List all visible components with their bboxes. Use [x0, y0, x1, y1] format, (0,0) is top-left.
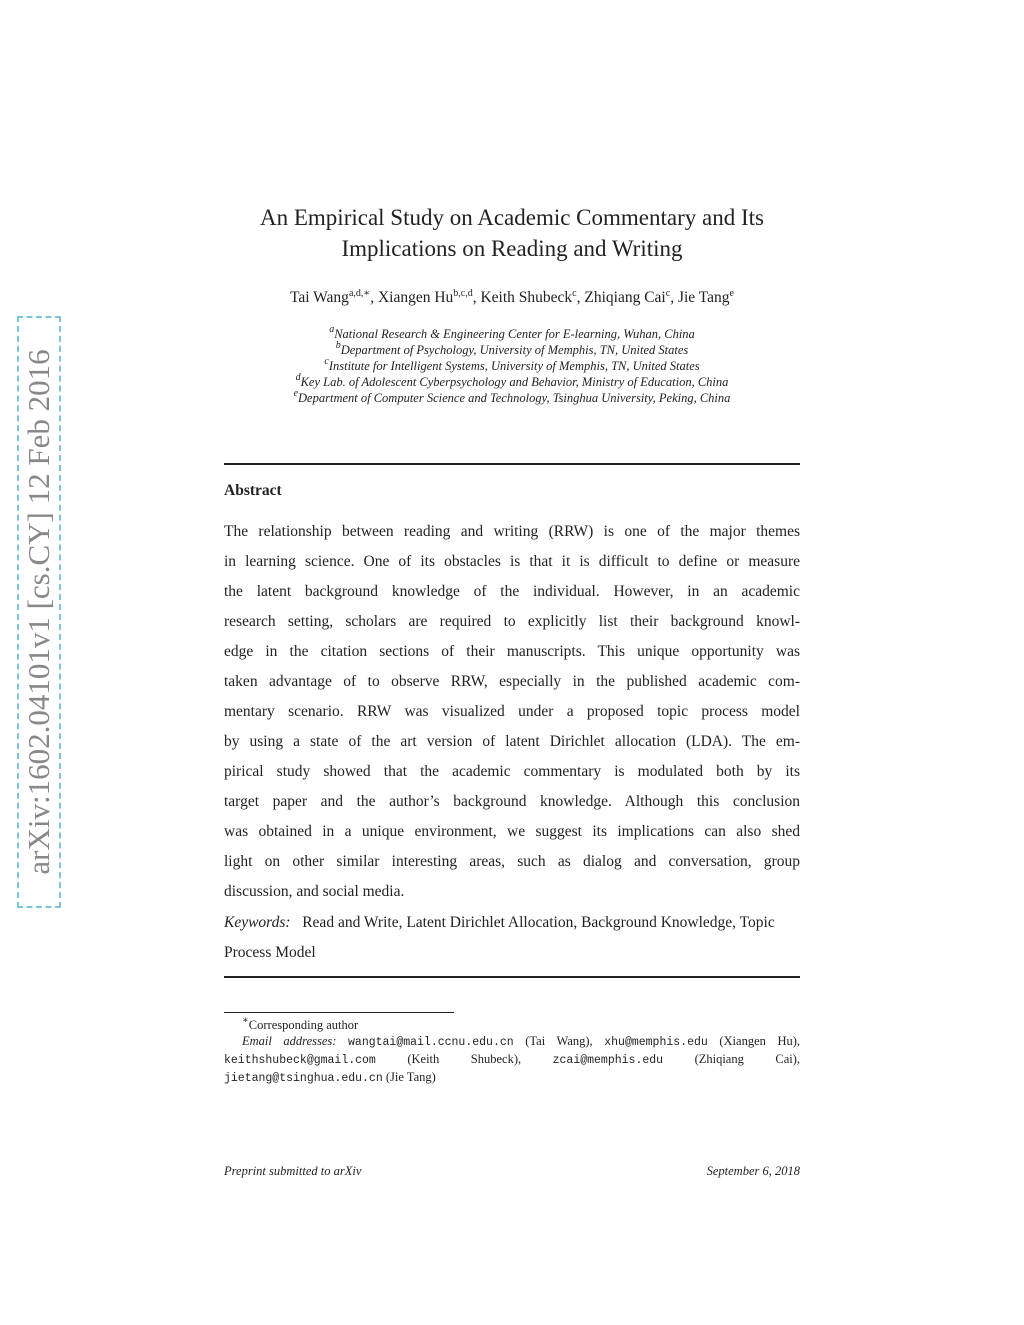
affiliation-mark: e: [293, 388, 299, 399]
affiliation-list: [0, 326, 1024, 406]
author-affiliation-marks: a,d,∗: [348, 288, 371, 299]
affiliation: [0, 390, 1024, 406]
abstract-line: target paper and the author’s background knowledge. Although this conclusion: [224, 793, 800, 810]
abstract-line: was obtained in a unique environment, we suggest its implications can also shed: [224, 823, 800, 840]
affiliation-text: Institute for Intelligent Systems, University of Memphis, TN, United States: [328, 359, 700, 373]
affiliation-mark: a: [329, 324, 335, 335]
affiliation-text: National Research & Engineering Center for E-learning, Wuhan, China: [334, 327, 695, 341]
email-address: zcai@memphis.edu: [552, 1054, 664, 1067]
paper-title: [0, 202, 1024, 264]
author-affiliation-marks: c: [665, 288, 671, 299]
keywords-text: Read and Write, Latent Dirichlet Allocation, Background Knowledge, Topic Process Model: [224, 914, 775, 961]
abstract-line: edge in the citation sections of their manuscripts. This unique opportunity was: [224, 643, 800, 660]
affiliation-text: Department of Psychology, University of Memphis, TN, United States: [340, 343, 689, 357]
email-owner: (Zhiqiang Cai),: [694, 1052, 801, 1066]
footer-date: September 6, 2018: [706, 1164, 800, 1178]
affiliation: [0, 326, 1024, 342]
abstract-line: pirical study showed that the academic commentary is modulated both by its: [224, 763, 800, 780]
author-separator: ,: [370, 289, 378, 306]
arxiv-identifier: arXiv:1602.04101v1 [cs.CY] 12 Feb 2016: [21, 349, 56, 875]
author-name: Tai Wang: [290, 289, 349, 306]
abstract-line: The relationship between reading and writing (RRW) is one of the major themes: [224, 523, 800, 540]
email-address: jietang@tsinghua.edu.cn: [224, 1072, 383, 1085]
abstract-line: research setting, scholars are required to explicitly list their background knowl-: [224, 613, 800, 630]
top-rule: [224, 463, 800, 465]
affiliation-text: Department of Computer Science and Technology, Tsinghua University, Peking, China: [298, 391, 731, 405]
affiliation: [0, 374, 1024, 390]
footnote: [224, 1017, 800, 1087]
abstract-line: mentary scenario. RRW was visualized under a proposed topic process model: [224, 703, 800, 720]
author-name: Zhiqiang Cai: [584, 289, 666, 306]
email-owner: (Tai Wang),: [525, 1034, 605, 1048]
corresponding-author-label: Corresponding author: [248, 1018, 359, 1032]
affiliation-text: Key Lab. of Adolescent Cyberpsychology and Behavior, Ministry of Education, China: [300, 375, 729, 389]
abstract-line: by using a state of the art version of latent Dirichlet allocation (LDA). The em-: [224, 733, 800, 750]
abstract-line: light on other similar interesting areas, such as dialog and conversation, group: [224, 853, 800, 870]
affiliation-mark: c: [324, 356, 329, 367]
affiliation: [0, 358, 1024, 374]
email-owner: (Xiangen Hu),: [719, 1034, 801, 1048]
author-affiliation-marks: c: [572, 288, 577, 299]
affiliation-mark: d: [295, 372, 301, 383]
title-line: An Empirical Study on Academic Commentary and Its: [260, 205, 764, 230]
footnote-mark: ∗: [242, 1015, 249, 1026]
affiliation: [0, 342, 1024, 358]
author-name: Jie Tang: [677, 289, 730, 306]
author-name: Keith Shubeck: [480, 289, 573, 306]
author-affiliation-marks: e: [729, 288, 734, 299]
abstract-line: discussion, and social media.: [224, 883, 405, 900]
email-label: Email addresses:: [242, 1034, 337, 1048]
email-owner: (Keith Shubeck),: [407, 1052, 553, 1066]
email-address: keithshubeck@gmail.com: [224, 1054, 376, 1067]
abstract-heading: Abstract: [224, 482, 282, 499]
abstract-body: [224, 517, 800, 907]
abstract-line: the latent background knowledge of the individual. However, in an academic: [224, 583, 800, 600]
author-separator: ,: [472, 289, 481, 306]
author-list: [0, 289, 1024, 307]
email-address: wangtai@mail.ccnu.edu.cn: [348, 1036, 514, 1049]
email-address: xhu@memphis.edu: [604, 1036, 708, 1049]
author-separator: ,: [670, 289, 678, 306]
keywords-label: Keywords:: [224, 914, 291, 931]
abstract-line: taken advantage of to observe RRW, especially in the published academic com-: [224, 673, 800, 690]
affiliation-mark: b: [335, 340, 341, 351]
footer-left: Preprint submitted to arXiv: [224, 1164, 362, 1178]
email-owner: (Jie Tang): [385, 1070, 436, 1084]
author-name: Xiangen Hu: [377, 289, 454, 306]
title-line: Implications on Reading and Writing: [341, 236, 683, 261]
abstract-line: in learning science. One of its obstacles is that it is difficult to define or measure: [224, 553, 800, 570]
author-affiliation-marks: b,c,d: [453, 288, 473, 299]
bottom-rule: [224, 976, 800, 978]
footnote-rule: [224, 1012, 454, 1013]
author-separator: ,: [576, 289, 585, 306]
keywords: [224, 908, 800, 968]
